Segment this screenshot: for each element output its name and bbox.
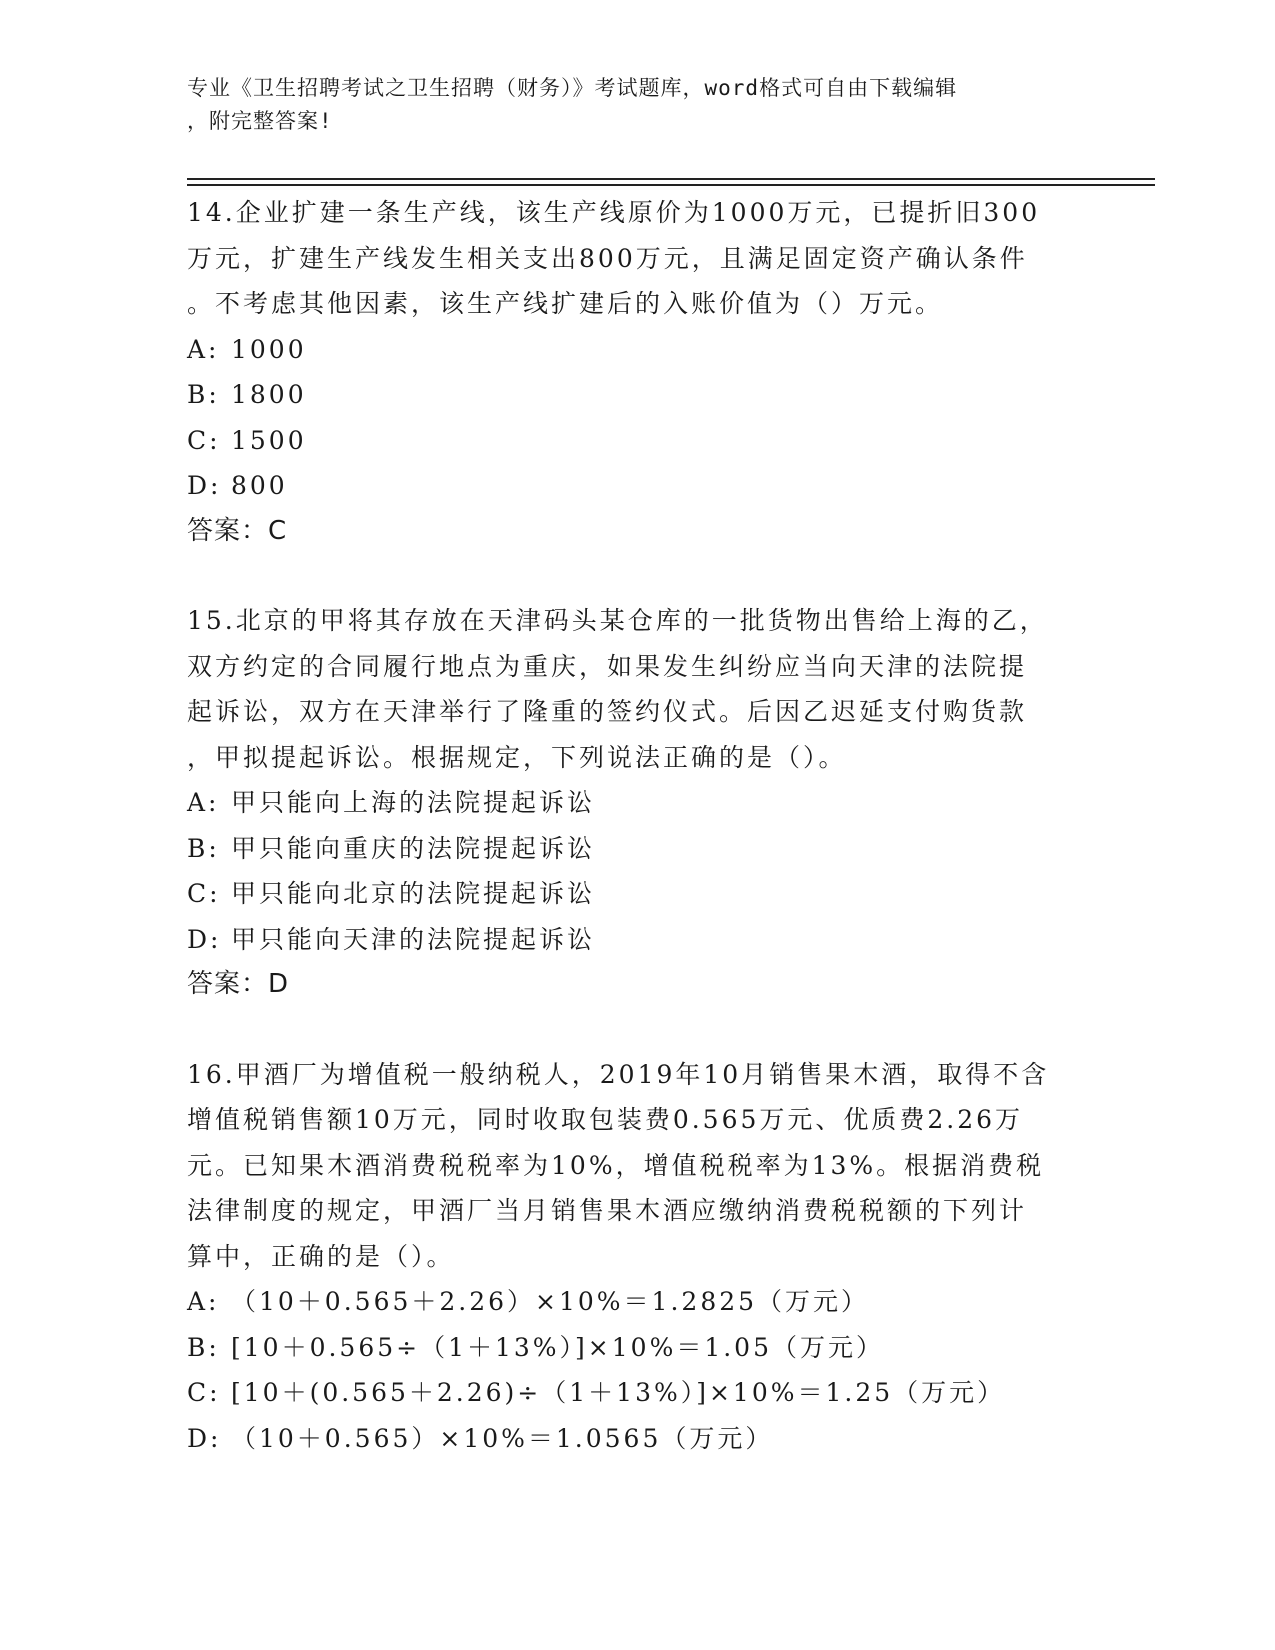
option-d [187,463,1087,509]
option-key: D: [187,924,222,954]
option-c [187,418,1087,464]
option-text: [10＋(0.565＋2.26)÷（1＋13%）]×10%＝1.25（万元） [231,1378,1006,1407]
stem-line: ，甲拟提起诉讼。根据规定，下列说法正确的是（）。 [187,742,847,772]
option-text: （10＋0.565）×10%＝1.0565（万元） [231,1423,774,1453]
stem-line: 16.甲酒厂为增值税一般纳税人，2019年10月销售果木酒，取得不含 [187,1059,1050,1089]
option-text: 1500 [231,425,307,455]
option-b [187,826,1087,872]
header-line: ，附完整答案! [187,109,333,133]
stem-line: 起诉讼，双方在天津举行了隆重的签约仪式。后因乙迟延支付购货款 [187,697,1028,726]
option-key: C: [187,425,221,455]
answer: 答案：D [187,969,290,999]
question-stem [187,598,1087,780]
stem-line: 增值税销售额10万元，同时收取包装费0.565万元、优质费2.26万 [187,1105,1024,1134]
answer: 答案：C [187,515,288,546]
option-key: C: [187,1378,221,1407]
stem-line: 。不考虑其他因素，该生产线扩建后的入账价值为（）万元。 [187,289,944,318]
option-text: 1800 [231,380,307,409]
stem-line: 双方约定的合同履行地点为重庆，如果发生纠纷应当向天津的法院提 [187,651,1028,681]
option-text: 甲只能向重庆的法院提起诉讼 [231,833,596,863]
option-a [187,780,1087,826]
option-c [187,1370,1087,1416]
header-line: 专业《卫生招聘考试之卫生招聘（财务）》考试题库，word格式可自由下载编辑 [187,76,958,100]
option-text: （10＋0.565＋2.26）×10%＝1.2825（万元） [231,1287,870,1316]
stem-line: 15.北京的甲将其存放在天津码头某仓库的一批货物出售给上海的乙， [187,606,1048,635]
option-key: A: [187,334,220,364]
option-a [187,1279,1087,1325]
question-stem [187,1052,1087,1280]
stem-line: 万元，扩建生产线发生相关支出800万元，且满足固定资产确认条件 [187,243,1028,273]
stem-line: 算中，正确的是（）。 [187,1241,455,1271]
option-text: 甲只能向上海的法院提起诉讼 [231,788,596,817]
option-text: 甲只能向天津的法院提起诉讼 [231,924,596,954]
option-d [187,1416,1087,1462]
option-b [187,372,1087,418]
option-text: 甲只能向北京的法院提起诉讼 [231,879,596,908]
option-d [187,917,1087,963]
stem-line: 14.企业扩建一条生产线，该生产线原价为1000万元，已提折旧300 [187,198,1041,227]
option-a [187,327,1087,373]
option-b [187,1325,1087,1371]
option-key: B: [187,380,220,409]
question-15 [187,598,1087,1008]
option-key: D: [187,1423,222,1453]
stem-line: 法律制度的规定，甲酒厂当月销售果木酒应缴纳消费税税额的下列计 [187,1196,1028,1225]
option-text: 800 [231,471,288,500]
question-14 [187,190,1087,554]
question-list [187,190,1087,1505]
header-divider-bottom [187,184,1155,186]
option-key: A: [187,1287,220,1316]
document-header [187,72,1067,138]
question-16 [187,1052,1087,1462]
option-key: D: [187,471,222,500]
option-text: 1000 [231,334,307,364]
option-key: C: [187,879,221,908]
option-key: A: [187,788,220,817]
option-key: B: [187,1332,220,1362]
option-text: [10＋0.565÷（1＋13%）]×10%＝1.05（万元） [231,1332,884,1362]
question-stem [187,190,1087,327]
header-divider-top [187,178,1155,180]
stem-line: 元。已知果木酒消费税税率为10%，增值税税率为13%。根据消费税 [187,1150,1045,1180]
option-key: B: [187,833,220,863]
option-c [187,871,1087,917]
